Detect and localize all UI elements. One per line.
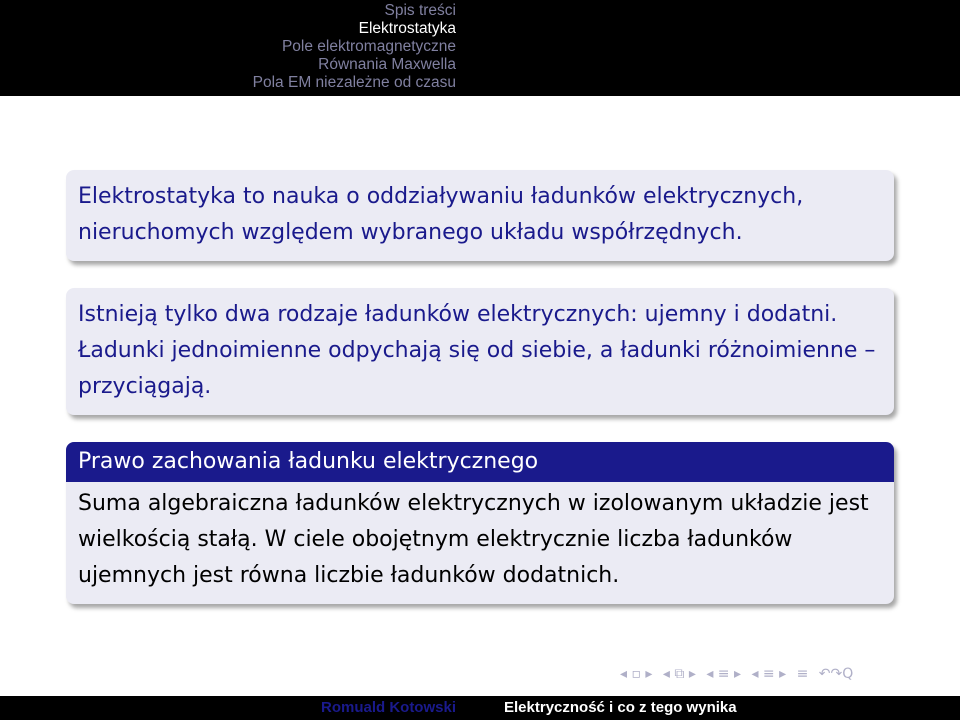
nav-section-elektrostatyka[interactable]: Elektrostatyka [358, 20, 456, 37]
header-navigation [0, 0, 960, 96]
header-right-pane [480, 0, 960, 96]
footer-left [0, 696, 480, 720]
block-law [66, 442, 894, 604]
nav-section-pole-em[interactable]: Pole elektromagnetyczne [281, 38, 456, 55]
footer-right [480, 696, 960, 720]
nav-section-icon[interactable]: ◂ ≡ ▸ [706, 666, 741, 682]
block-intro-text: Elektrostatyka to nauka o oddziaływaniu ładunków elektrycznych, nieruchomych względem wybranego układu współrzędnych. [78, 184, 804, 245]
section-list [0, 0, 480, 96]
nav-section-spis-tresci[interactable]: Spis treści [384, 2, 456, 19]
footer-title: Elektryczność i co z tego wynika [504, 699, 737, 716]
footer-author: Romuald Kotowski [320, 699, 456, 716]
footer [0, 696, 960, 720]
nav-section-pola-em-niezalezne[interactable]: Pola EM niezależne od czasu [252, 74, 456, 91]
block-charges-text: Istnieją tylko dwa rodzaje ładunków elektrycznych: ujemny i dodatni. Ładunki jednoimienne odpychają się od siebie, a ładunki różnoimienne – przyciągają. [78, 302, 876, 399]
nav-align-icon[interactable]: ≡ [796, 666, 809, 682]
block-law-text: Suma algebraiczna ładunków elektrycznych w izolowanym układzie jest wielkością stałą. W ciele obojętnym elektrycznie liczba ładunków ujemnych jest równa liczbie ładunków dodatnich. [78, 491, 869, 588]
nav-search-icon[interactable]: ↶↷Q [818, 666, 854, 682]
nav-subsection2-icon[interactable]: ◂ ≡ ▸ [751, 666, 787, 682]
block-intro [66, 170, 894, 261]
block-charges [66, 288, 894, 415]
block-law-title: Prawo zachowania ładunku elektrycznego [66, 442, 894, 482]
nav-subsection-icon[interactable]: ◂ ⧉ ▸ [662, 666, 696, 682]
beamer-navigation-symbols [620, 666, 859, 690]
nav-frame-icon[interactable]: ◂ ▫ ▸ [620, 666, 653, 682]
nav-section-rownania-maxwella[interactable]: Równania Maxwella [318, 56, 456, 73]
